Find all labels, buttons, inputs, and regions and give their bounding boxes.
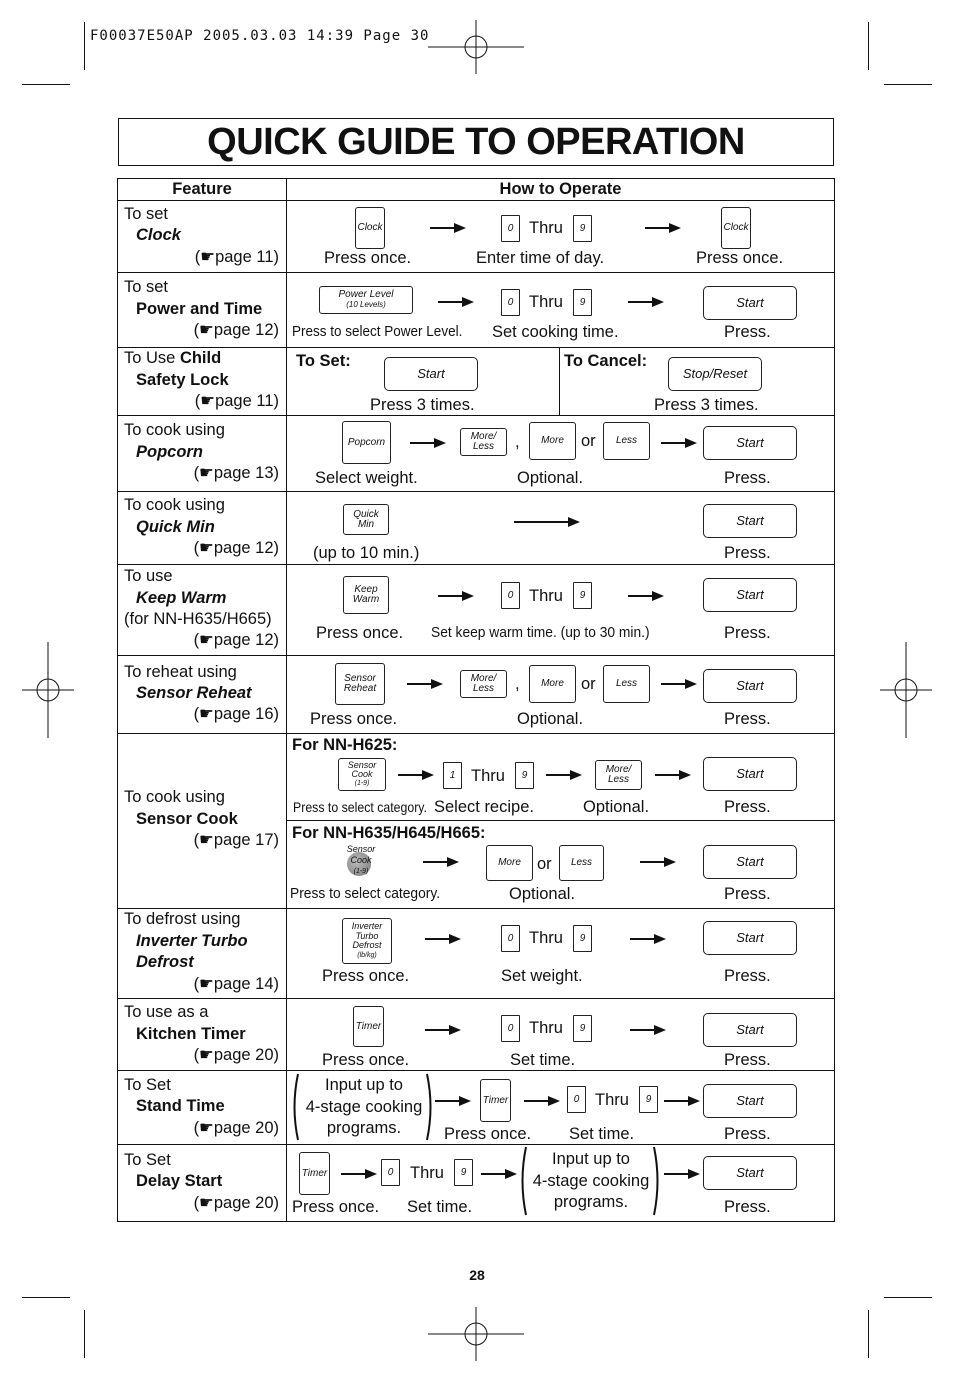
- or-text: or: [537, 855, 552, 873]
- step-caption: Set time.: [510, 1051, 576, 1069]
- digit-key-9: 9: [454, 1159, 473, 1186]
- sensor-reheat-key: Sensor Reheat: [335, 663, 385, 705]
- step-caption: Press.: [724, 469, 771, 487]
- digit-key-0: 0: [501, 582, 520, 609]
- right-arrow-icon: [628, 590, 664, 602]
- feature-name: Stand Time: [136, 1097, 225, 1115]
- or-text: or: [581, 675, 596, 693]
- power-level-key: [319, 286, 413, 314]
- page-ref: (☛page 17): [193, 831, 279, 849]
- digit-key-9: 9: [573, 925, 592, 952]
- right-arrow-icon: [664, 1168, 700, 1180]
- digit-key-9: 9: [573, 215, 592, 242]
- key-label: Power Level: [338, 289, 394, 300]
- page-ref: (☛page 20): [193, 1119, 279, 1137]
- feature-text: To Set: [124, 1151, 171, 1169]
- digit-key-0: 0: [501, 1015, 520, 1042]
- multi-stage-note: Input up to 4-stage cooking programs.: [532, 1150, 650, 1211]
- step-caption: Press.: [724, 1125, 771, 1143]
- registration-mark-icon: [428, 1307, 524, 1361]
- digit-key-1: 1: [443, 762, 462, 789]
- step-caption: Press.: [724, 323, 771, 341]
- start-key: Start: [703, 578, 797, 612]
- step-caption: Press.: [724, 710, 771, 728]
- right-arrow-icon: [438, 296, 474, 308]
- crop-mark: [884, 84, 932, 85]
- step-caption: Press once.: [322, 1051, 410, 1069]
- feature-name: Safety Lock: [136, 371, 229, 389]
- page-ref: (☛page 12): [193, 321, 279, 339]
- start-key: Start: [703, 504, 797, 538]
- start-key: Start: [703, 286, 797, 320]
- less-key: Less: [559, 845, 604, 881]
- clock-key: Clock: [721, 207, 751, 249]
- clock-key: Clock: [355, 207, 385, 249]
- registration-mark-icon: [428, 20, 524, 74]
- feature-name: Sensor Cook: [136, 810, 238, 828]
- step-caption: Press.: [724, 967, 771, 985]
- digit-key-0: 0: [567, 1086, 586, 1113]
- right-arrow-icon: [630, 933, 666, 945]
- crop-mark: [84, 22, 85, 70]
- start-key: Start: [703, 1156, 797, 1190]
- right-arrow-icon: [438, 590, 474, 602]
- right-arrow-icon: [425, 1024, 461, 1036]
- feature-name: Kitchen Timer: [136, 1025, 246, 1043]
- step-caption: Press to select Power Level.: [292, 323, 463, 340]
- feature-name: Clock: [136, 226, 181, 244]
- step-caption: Press once.: [696, 249, 784, 267]
- timer-key: Timer: [299, 1152, 330, 1195]
- model-label: For NN-H635/H645/H665:: [292, 824, 486, 842]
- step-caption: Select weight.: [315, 469, 418, 487]
- crop-mark: [22, 84, 70, 85]
- right-arrow-icon: [640, 856, 676, 868]
- less-key: Less: [603, 422, 650, 460]
- feature-name: Defrost: [136, 953, 194, 971]
- digit-key-0: 0: [381, 1159, 400, 1186]
- right-arrow-icon: [341, 1168, 377, 1180]
- step-caption: Press once.: [322, 967, 410, 985]
- start-key: Start: [703, 845, 797, 879]
- right-bracket-icon: [652, 1146, 662, 1216]
- stop-reset-key: Stop/Reset: [668, 357, 762, 391]
- page-number: 28: [469, 1267, 485, 1283]
- digit-key-9: 9: [573, 582, 592, 609]
- thru-text: Thru: [529, 219, 563, 237]
- step-caption: Set time.: [407, 1198, 473, 1216]
- to-set-label: To Set:: [296, 352, 351, 370]
- registration-mark-icon: [880, 642, 932, 738]
- right-arrow-icon: [655, 769, 691, 781]
- thru-text: Thru: [529, 587, 563, 605]
- digit-key-0: 0: [501, 925, 520, 952]
- step-caption: Select recipe.: [434, 798, 534, 816]
- crop-mark: [22, 1297, 70, 1298]
- to-cancel-label: To Cancel:: [564, 352, 648, 370]
- digit-key-0: 0: [501, 215, 520, 242]
- digit-key-9: 9: [573, 289, 592, 316]
- step-caption: Press.: [724, 1198, 771, 1216]
- feature-text: To Use Child: [124, 349, 222, 367]
- step-caption: Press once.: [292, 1198, 380, 1216]
- digit-key-9: 9: [639, 1086, 658, 1113]
- right-arrow-icon: [661, 678, 697, 690]
- start-key: Start: [703, 1013, 797, 1047]
- page-ref: (☛page 13): [193, 464, 279, 482]
- step-caption: Set keep warm time. (up to 30 min.): [431, 624, 650, 641]
- right-arrow-icon: [410, 437, 446, 449]
- step-caption: Press once.: [310, 710, 398, 728]
- feature-text: To cook using: [124, 788, 225, 806]
- inverter-turbo-defrost-key: Inverter Turbo Defrost (lb/kg): [342, 918, 392, 964]
- step-caption: (up to 10 min.): [313, 544, 420, 562]
- feature-name: Keep Warm: [136, 589, 227, 607]
- crop-mark: [868, 1310, 869, 1358]
- start-key: Start: [703, 426, 797, 460]
- step-caption: Optional.: [517, 710, 584, 728]
- more-key: More: [529, 422, 576, 460]
- step-caption: Press.: [724, 544, 771, 562]
- right-arrow-icon: [514, 516, 580, 528]
- right-arrow-icon: [645, 222, 681, 234]
- right-arrow-icon: [481, 1168, 517, 1180]
- feature-text: To Set: [124, 1076, 171, 1094]
- step-caption: Set time.: [569, 1125, 635, 1143]
- more-key: More: [486, 845, 533, 881]
- right-arrow-icon: [435, 1095, 471, 1107]
- start-key: Start: [703, 1084, 797, 1118]
- thru-text: Thru: [529, 929, 563, 947]
- step-caption: Set cooking time.: [492, 323, 619, 341]
- step-caption: Optional.: [583, 798, 650, 816]
- crop-mark: [868, 22, 869, 70]
- step-caption: Set weight.: [501, 967, 583, 985]
- step-caption: Enter time of day.: [476, 249, 605, 267]
- page-ref: (☛page 20): [193, 1046, 279, 1064]
- page-ref: (☛page 20): [193, 1194, 279, 1212]
- right-arrow-icon: [425, 933, 461, 945]
- separator-text: ,: [515, 433, 520, 451]
- feature-name: Delay Start: [136, 1172, 223, 1190]
- right-arrow-icon: [407, 678, 443, 690]
- print-header: F00037E50AP 2005.03.03 14:39 Page 30: [90, 28, 430, 44]
- start-key: Start: [703, 921, 797, 955]
- more-less-key: More/ Less: [595, 760, 642, 790]
- right-arrow-icon: [664, 1095, 700, 1107]
- step-caption: Press to select category.: [293, 799, 427, 815]
- popcorn-key: Popcorn: [342, 421, 391, 464]
- feature-text: To reheat using: [124, 663, 237, 681]
- more-key: More: [529, 665, 576, 703]
- less-key: Less: [603, 665, 650, 703]
- feature-text: To set: [124, 278, 169, 296]
- sensor-cook-dial-icon: Sensor Cook (1-9): [346, 844, 376, 875]
- feature-text: To use as a: [124, 1003, 209, 1021]
- digit-key-0: 0: [501, 289, 520, 316]
- sensor-cook-key: Sensor Cook (1-9): [338, 758, 386, 791]
- page-ref: (☛page 14): [193, 975, 279, 993]
- thru-text: Thru: [595, 1091, 629, 1109]
- step-caption: Optional.: [517, 469, 584, 487]
- key-sublabel: (10 Levels): [346, 300, 386, 309]
- page-ref: (☛page 11): [194, 392, 279, 410]
- step-caption: Press to select category.: [290, 885, 441, 902]
- feature-note: (for NN-H635/H665): [124, 610, 272, 628]
- page-title: QUICK GUIDE TO OPERATION: [118, 118, 834, 166]
- digit-key-9: 9: [573, 1015, 592, 1042]
- feature-name: Sensor Reheat: [136, 684, 252, 702]
- feature-name: Power and Time: [136, 300, 263, 318]
- start-key: Start: [703, 757, 797, 791]
- thru-text: Thru: [471, 767, 505, 785]
- step-caption: Press.: [724, 1051, 771, 1069]
- right-arrow-icon: [423, 856, 459, 868]
- quick-min-key: Quick Min: [343, 504, 389, 535]
- crop-mark: [84, 1310, 85, 1358]
- thru-text: Thru: [529, 293, 563, 311]
- right-arrow-icon: [524, 1095, 560, 1107]
- start-key: Start: [703, 669, 797, 703]
- timer-key: Timer: [353, 1006, 384, 1047]
- separator-text: ,: [515, 675, 520, 693]
- step-caption: Press once.: [324, 249, 412, 267]
- step-caption: Optional.: [509, 885, 576, 903]
- model-label: For NN-H625:: [292, 736, 398, 754]
- feature-text: To cook using: [124, 421, 225, 439]
- page-ref: (☛page 12): [193, 631, 279, 649]
- feature-text: To use: [124, 567, 173, 585]
- left-bracket-icon: [290, 1073, 300, 1141]
- keep-warm-key: Keep Warm: [343, 576, 389, 614]
- page-ref: (☛page 12): [193, 539, 279, 557]
- or-text: or: [581, 432, 596, 450]
- step-caption: Press.: [724, 798, 771, 816]
- right-arrow-icon: [630, 1024, 666, 1036]
- right-bracket-icon: [425, 1073, 435, 1141]
- feature-header: Feature: [172, 180, 232, 198]
- start-key: Start: [384, 357, 478, 391]
- right-arrow-icon: [661, 437, 697, 449]
- step-caption: Press 3 times.: [654, 396, 759, 414]
- right-arrow-icon: [546, 769, 582, 781]
- step-caption: Press once.: [316, 624, 404, 642]
- timer-key: Timer: [480, 1079, 511, 1122]
- step-caption: Press 3 times.: [370, 396, 475, 414]
- step-caption: Press.: [724, 624, 771, 642]
- feature-text: To set: [124, 205, 169, 223]
- how-to-operate-header: How to Operate: [499, 180, 622, 198]
- feature-name: Quick Min: [136, 518, 215, 536]
- registration-mark-icon: [22, 642, 74, 738]
- feature-name: Popcorn: [136, 443, 203, 461]
- right-arrow-icon: [628, 296, 664, 308]
- crop-mark: [884, 1297, 932, 1298]
- thru-text: Thru: [410, 1164, 444, 1182]
- right-arrow-icon: [398, 769, 434, 781]
- feature-name: Inverter Turbo: [136, 932, 248, 950]
- page-ref: (☛page 16): [193, 705, 279, 723]
- thru-text: Thru: [529, 1019, 563, 1037]
- page-ref: (☛page 11): [194, 248, 279, 266]
- feature-text: To defrost using: [124, 910, 241, 928]
- feature-text: To cook using: [124, 496, 225, 514]
- right-arrow-icon: [430, 222, 466, 234]
- multi-stage-note: Input up to 4-stage cooking programs.: [305, 1076, 423, 1137]
- more-less-key: More/ Less: [460, 670, 507, 698]
- step-caption: Press.: [724, 885, 771, 903]
- step-caption: Press once.: [444, 1125, 532, 1143]
- more-less-key: More/ Less: [460, 428, 507, 456]
- digit-key-9: 9: [515, 762, 534, 789]
